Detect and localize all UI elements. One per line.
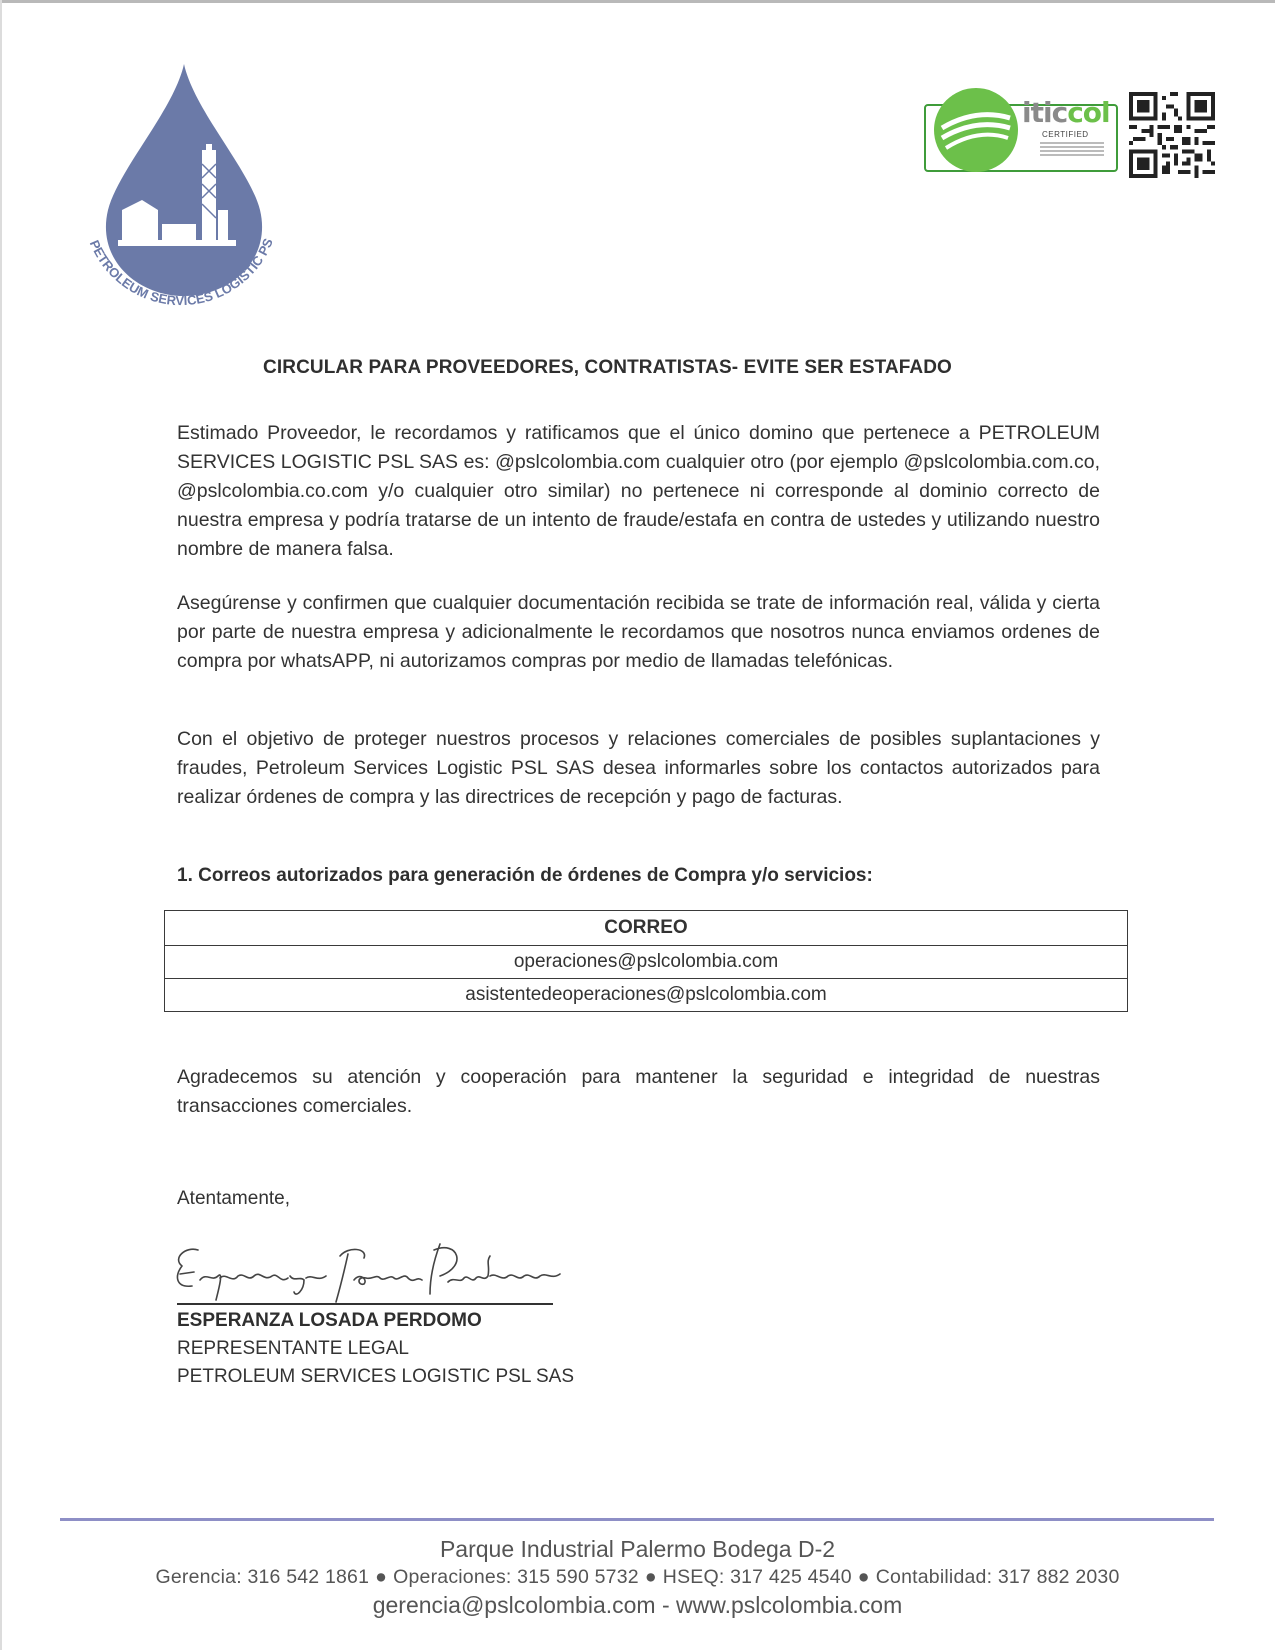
table-row bbox=[165, 979, 1128, 1012]
phone-hseq: HSEQ: 317 425 4540 bbox=[662, 1566, 852, 1588]
bullet-icon: ● bbox=[644, 1566, 657, 1588]
email-cell: asistentedeoperaciones@pslcolombia.com bbox=[165, 979, 1128, 1012]
cert-brand-a: itic bbox=[1022, 96, 1068, 129]
bullet-icon: ● bbox=[375, 1566, 388, 1588]
cert-brand-b: col bbox=[1067, 96, 1110, 129]
table-header-correo: CORREO bbox=[165, 911, 1128, 946]
phone-contabilidad: Contabilidad: 317 882 2030 bbox=[875, 1566, 1120, 1588]
footer-phones bbox=[0, 1566, 1275, 1589]
footer-contact-web: gerencia@pslcolombia.com - www.pslcolombia.com bbox=[372, 1592, 903, 1618]
signature-line bbox=[177, 1303, 553, 1305]
scan-edge-left bbox=[0, 0, 2, 1650]
cert-brand bbox=[1022, 96, 1110, 129]
paragraph-thanks: Agradecemos su atención y cooperación para mantener la seguridad e integridad de nuestras transacciones comerciales. bbox=[177, 1066, 1100, 1117]
handwritten-signature bbox=[168, 1236, 578, 1306]
cert-label: CERTIFIED bbox=[1042, 130, 1089, 139]
cert-seal-icon bbox=[934, 88, 1018, 172]
phone-gerencia: Gerencia: 316 542 1861 bbox=[155, 1566, 370, 1588]
footer-divider bbox=[60, 1518, 1214, 1521]
paragraph-verify-documents: Asegúrense y confirmen que cualquier documentación recibida se trate de información real, válida y cierta por parte de nuestra empresa y adicionalmente le recordamos que nosotros nunca enviamos ordenes de compra por whatsAPP, ni autorizamos compras por medio de llamadas telefónicas. bbox=[177, 592, 1100, 672]
section-heading-authorized-emails: 1. Correos autorizados para generación de órdenes de Compra y/o servicios: bbox=[177, 865, 873, 886]
company-logo bbox=[78, 60, 298, 330]
footer-address: Parque Industrial Palermo Bodega D-2 bbox=[439, 1536, 836, 1562]
document-title: CIRCULAR PARA PROVEEDORES, CONTRATISTAS- EVITE SER ESTAFADO bbox=[263, 357, 952, 378]
scan-edge-top bbox=[0, 0, 1275, 3]
closing-salutation: Atentamente, bbox=[177, 1188, 291, 1209]
signer-name: ESPERANZA LOSADA PERDOMO bbox=[177, 1310, 482, 1331]
bullet-icon: ● bbox=[857, 1566, 870, 1588]
email-cell: operaciones@pslcolombia.com bbox=[165, 946, 1128, 979]
certification-badge bbox=[924, 92, 1218, 184]
signer-company: PETROLEUM SERVICES LOGISTIC PSL SAS bbox=[177, 1366, 575, 1387]
table-row bbox=[165, 946, 1128, 979]
signer-role: REPRESENTANTE LEGAL bbox=[177, 1338, 409, 1359]
paragraph-domain-warning: Estimado Proveedor, le recordamos y ratificamos que el único domino que pertenece a PETROLEUM SERVICES LOGISTIC PSL SAS es: @pslcolombia.com cualquier otro (por ejemplo @pslcolombia.com.co, @pslcolombia.co.com y/o cualquier otro similar) no pertenece ni corresponde al dominio correcto de nuestra empresa y podría tratarse de un intento de fraude/estafa en contra de ustedes y utilizando nuestro nombre de manera falsa. bbox=[177, 422, 1100, 560]
logo-arc-text: PETROLEUM SERVICES LOGISTIC PS bbox=[86, 236, 276, 309]
authorized-emails-table bbox=[164, 910, 1128, 1012]
phone-operaciones: Operaciones: 315 590 5732 bbox=[393, 1566, 639, 1588]
cert-fineprint bbox=[1040, 142, 1104, 158]
qr-code-icon bbox=[1129, 92, 1215, 178]
paragraph-authorized-contacts: Con el objetivo de proteger nuestros procesos y relaciones comerciales de posibles suplantaciones y fraudes, Petroleum Services Logistic PSL SAS desea informarles sobre los contactos autorizados para realizar órdenes de compra y las directrices de recepción y pago de facturas. bbox=[177, 728, 1100, 808]
